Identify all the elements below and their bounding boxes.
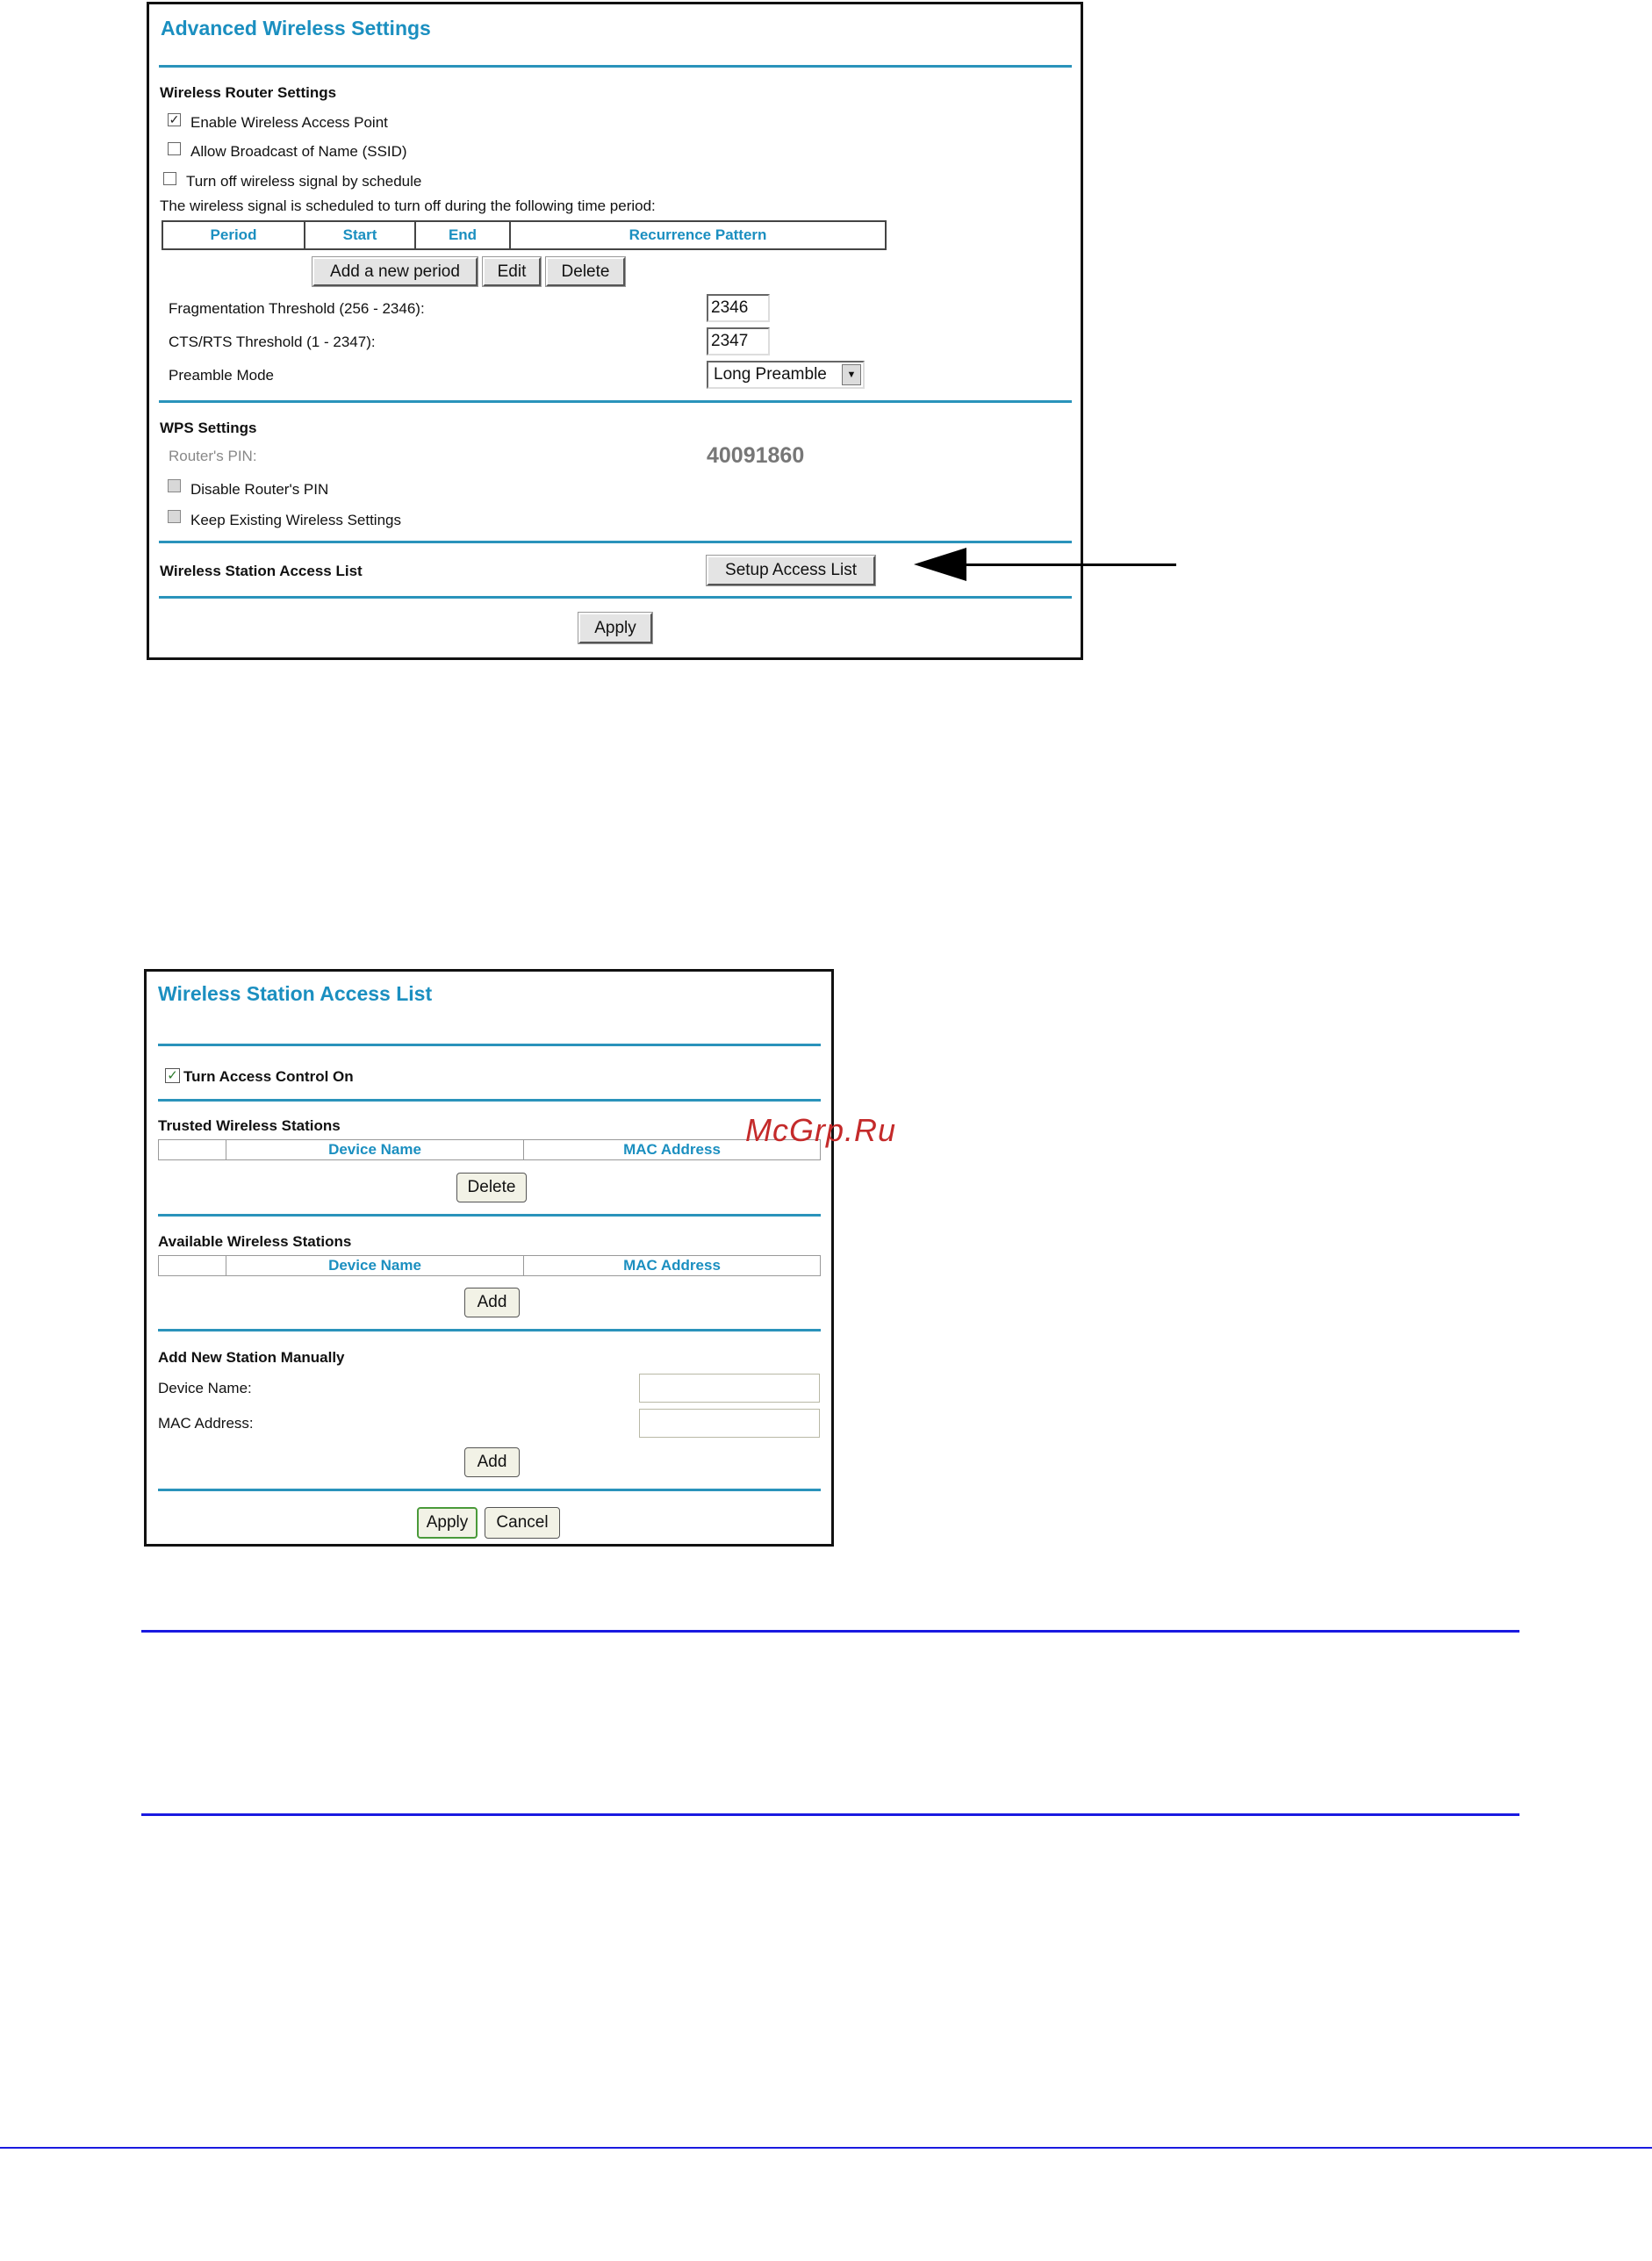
preamble-value: Long Preamble [714, 365, 827, 384]
divider [159, 596, 1072, 599]
delete-period-button[interactable]: Delete [546, 257, 625, 286]
broadcast-ssid-label: Allow Broadcast of Name (SSID) [190, 143, 407, 160]
router-pin-value: 40091860 [707, 443, 805, 468]
trusted-stations-heading: Trusted Wireless Stations [158, 1117, 341, 1134]
dropdown-arrow-icon[interactable]: ▼ [842, 364, 861, 385]
divider [158, 1489, 821, 1491]
arrow-line [961, 563, 1176, 566]
frag-threshold-label: Fragmentation Threshold (256 - 2346): [169, 300, 425, 317]
disable-pin-checkbox[interactable] [168, 479, 181, 492]
mac-address-input[interactable] [639, 1409, 820, 1438]
divider [158, 1044, 821, 1046]
check-icon: ✓ [167, 1068, 178, 1083]
device-name-label: Device Name: [158, 1380, 252, 1396]
divider [159, 65, 1072, 68]
add-period-button[interactable]: Add a new period [312, 257, 478, 286]
divider [158, 1329, 821, 1331]
router-settings-heading: Wireless Router Settings [160, 84, 337, 101]
manual-add-button[interactable]: Add [464, 1447, 520, 1477]
add-button[interactable]: Add [464, 1288, 520, 1317]
doc-rule [0, 2147, 1652, 2149]
edit-button[interactable]: Edit [483, 257, 541, 286]
divider [158, 1214, 821, 1217]
wps-settings-heading: WPS Settings [160, 420, 257, 436]
enable-ap-checkbox[interactable] [168, 113, 181, 126]
doc-rule [141, 1813, 1519, 1816]
available-stations-heading: Available Wireless Stations [158, 1233, 352, 1250]
device-name-input[interactable] [639, 1374, 820, 1403]
column-device-name: Device Name [226, 1140, 524, 1160]
setup-access-list-button[interactable]: Setup Access List [707, 556, 875, 585]
column-select [159, 1256, 226, 1276]
access-control-label: Turn Access Control On [183, 1068, 354, 1085]
cancel-button[interactable]: Cancel [485, 1507, 560, 1539]
disable-pin-label: Disable Router's PIN [190, 481, 329, 498]
access-list-title: Wireless Station Access List [158, 982, 433, 1005]
schedule-table [162, 220, 887, 250]
column-start: Start [305, 221, 415, 249]
trusted-stations-table [158, 1139, 821, 1160]
preamble-select[interactable] [707, 361, 865, 389]
divider [159, 400, 1072, 403]
doc-rule [141, 1630, 1519, 1633]
frag-threshold-input[interactable]: 2346 [707, 294, 770, 322]
column-mac-address: MAC Address [524, 1256, 821, 1276]
divider [158, 1099, 821, 1102]
schedule-note: The wireless signal is scheduled to turn off during the following time period: [160, 197, 656, 214]
enable-ap-label: Enable Wireless Access Point [190, 114, 388, 131]
access-list-panel [144, 969, 834, 1547]
schedule-label: Turn off wireless signal by schedule [186, 173, 422, 190]
access-list-heading: Wireless Station Access List [160, 563, 363, 579]
column-end: End [415, 221, 510, 249]
mac-address-label: MAC Address: [158, 1415, 254, 1432]
apply-button[interactable]: Apply [417, 1507, 478, 1539]
column-mac-address: MAC Address [524, 1140, 821, 1160]
column-select [159, 1140, 226, 1160]
divider [159, 541, 1072, 543]
available-stations-table [158, 1255, 821, 1276]
cts-threshold-label: CTS/RTS Threshold (1 - 2347): [169, 334, 376, 350]
keep-settings-label: Keep Existing Wireless Settings [190, 512, 401, 528]
preamble-label: Preamble Mode [169, 367, 275, 384]
check-icon: ✓ [169, 112, 180, 126]
arrow-head [914, 548, 966, 581]
broadcast-ssid-checkbox[interactable] [168, 142, 181, 155]
keep-settings-checkbox[interactable] [168, 510, 181, 523]
router-pin-label: Router's PIN: [169, 448, 257, 464]
delete-button[interactable]: Delete [456, 1173, 527, 1202]
access-control-checkbox[interactable] [165, 1068, 180, 1083]
manual-station-heading: Add New Station Manually [158, 1349, 345, 1366]
column-period: Period [162, 221, 305, 249]
schedule-checkbox[interactable] [163, 172, 176, 185]
column-recurrence: Recurrence Pattern [510, 221, 886, 249]
column-device-name: Device Name [226, 1256, 524, 1276]
advanced-wireless-title: Advanced Wireless Settings [161, 17, 431, 39]
cts-threshold-input[interactable]: 2347 [707, 327, 770, 355]
apply-button[interactable]: Apply [578, 613, 652, 643]
watermark: McGrp.Ru [745, 1112, 897, 1148]
